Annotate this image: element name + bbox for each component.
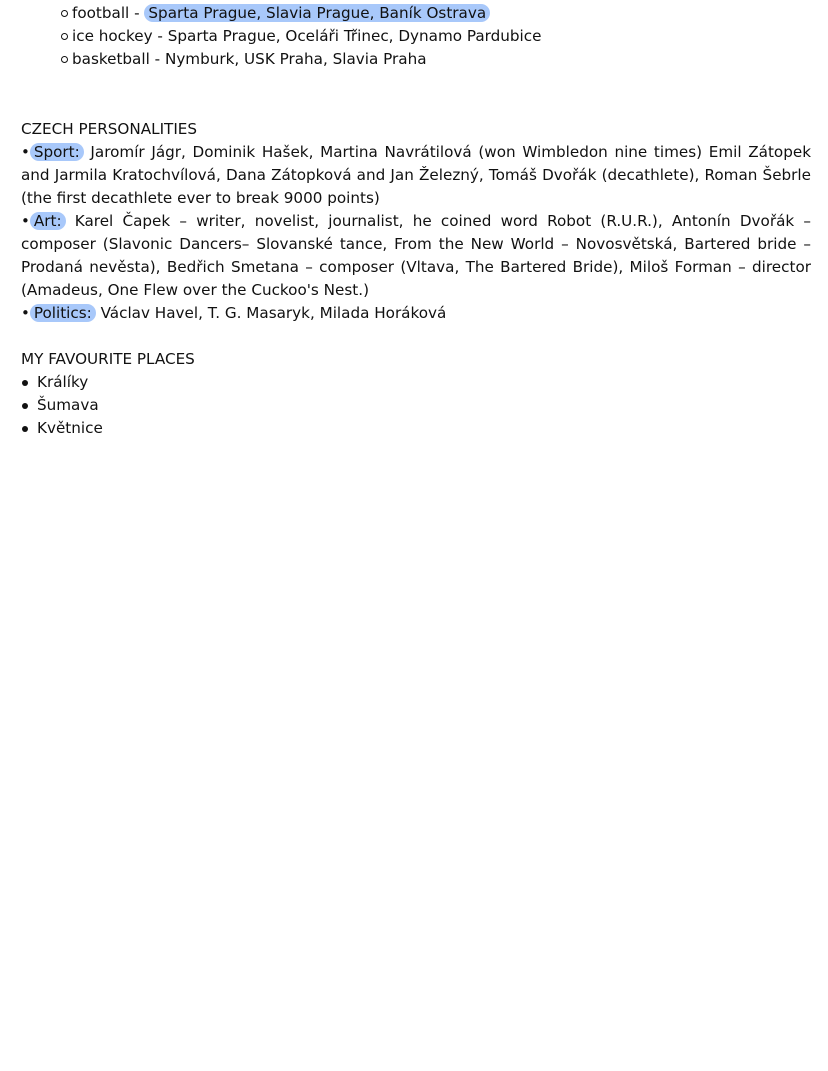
label-politics: Politics: [30,304,96,322]
section-heading-places: MY FAVOURITE PLACES [21,350,195,368]
bullet-icon: • [21,143,30,161]
document-body [21,0,811,440]
separator: - [149,50,165,68]
places-list [21,371,811,440]
list-item: Králíky [21,371,811,394]
sports-clubs-list [21,2,811,71]
label-art: Art: [30,212,66,230]
clubs: Sparta Prague, Oceláři Třinec, Dynamo Pardubice [167,27,542,45]
politics-text: Václav Havel, T. G. Masaryk, Milada Horáková [95,304,447,322]
separator: - [129,4,145,22]
sport-name: basketball [72,50,150,68]
list-item [61,25,811,48]
sport-name: ice hockey [72,27,153,45]
list-item [61,2,811,25]
paragraph-sport [21,141,811,210]
paragraph-politics [21,302,811,325]
section-heading-personalities: CZECH PERSONALITIES [21,120,198,138]
list-item: Květnice [21,417,811,440]
bullet-icon: • [21,212,30,230]
separator: - [152,27,168,45]
clubs: Nymburk, USK Praha, Slavia Praha [164,50,427,68]
label-sport: Sport: [30,143,84,161]
sport-name: football [72,4,130,22]
sport-text: Jaromír Jágr, Dominik Hašek, Martina Navrátilová (won Wimbledon nine times) Emil Zátopek and Jarmila Kratochvílová, Dana Zátopková and Jan Železný, Tomáš Dvořák (decathlete), Roman Šebrle (the first decathlete ever to break 9000 points) [21,143,811,207]
list-item [61,48,811,71]
bullet-icon: • [21,304,30,322]
art-text: Karel Čapek – writer, novelist, journalist, he coined word Robot (R.U.R.), Antonín Dvořák – composer (Slavonic Dancers– Slovanské tance, From the New World – Novosvětská, Bartered bride – Prodaná nevěsta), Bedřich Smetana – composer (Vltava, The Bartered Bride), Miloš Forman – director (Amadeus, One Flew over the Cuckoo's Nest.) [21,212,811,299]
list-item: Šumava [21,394,811,417]
paragraph-art [21,210,811,302]
highlighted-clubs: Sparta Prague, Slavia Prague, Baník Ostrava [144,4,490,22]
